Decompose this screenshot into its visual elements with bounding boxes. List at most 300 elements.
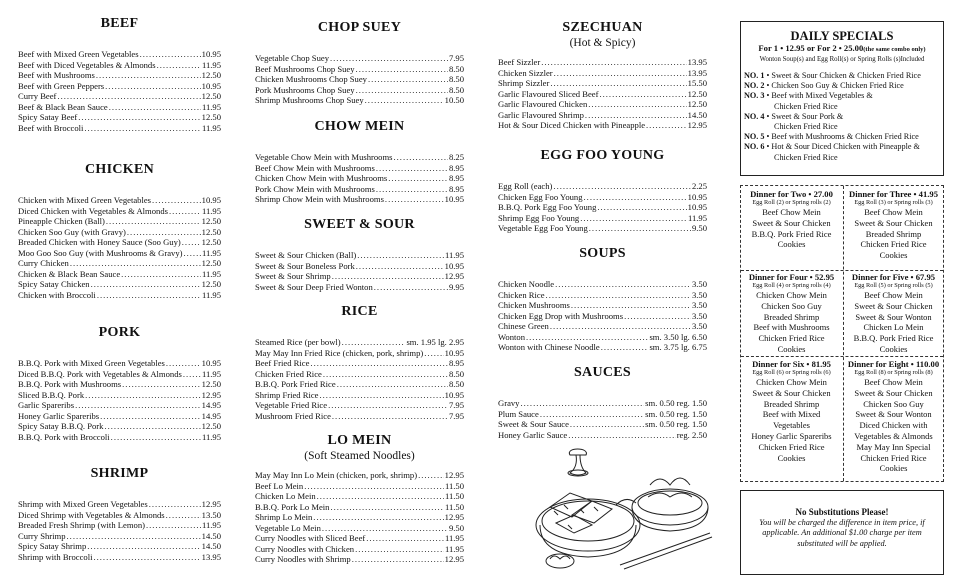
daily-special-number: NO. 5	[744, 132, 765, 142]
menu-item-price: 12.50	[201, 226, 221, 237]
dot-leader	[111, 432, 201, 443]
combo-item: Cookies	[879, 463, 908, 474]
menu-item	[18, 400, 221, 411]
menu-item-price: 11.95	[201, 520, 221, 530]
combo-item: Sweet & Sour Chicken	[854, 217, 933, 228]
menu-item-name: Chicken Sizzler	[498, 67, 553, 78]
menu-item-price: 9.95	[448, 281, 464, 292]
menu-item-name: Plum Sauce	[498, 408, 539, 419]
menu-item	[18, 216, 221, 227]
menu-item-price: 11.95	[201, 101, 221, 112]
menu-item-name: Chicken Soo Guy (with Gravy)	[18, 226, 126, 237]
dot-leader	[584, 192, 687, 203]
daily-special-item	[741, 142, 943, 152]
menu-item-price: 11.95	[201, 368, 221, 379]
daily-special-number: NO. 3	[744, 91, 765, 101]
no-substitutions-title: No Substitutions Please!	[795, 507, 889, 517]
dot-leader	[146, 520, 201, 531]
combo-item: Sweet & Sour Chicken	[854, 300, 933, 311]
dot-leader	[323, 369, 448, 380]
section-title: SAUCES	[573, 365, 632, 380]
menu-item	[498, 68, 707, 79]
menu-item-name: Beef Fried Rice	[255, 358, 310, 368]
menu-item-list	[255, 337, 464, 421]
combo-item: Breaded Shrimp	[865, 228, 922, 239]
combo-title: Dinner for Five • 67.95	[851, 272, 936, 282]
section-chicken	[18, 162, 221, 300]
menu-item-price: 10.95	[201, 358, 221, 368]
menu-item	[18, 279, 221, 290]
menu-item	[255, 184, 464, 195]
daily-specials-title: DAILY SPECIALS	[790, 29, 894, 43]
menu-item-price: 8.95	[448, 183, 464, 194]
dot-leader	[121, 269, 201, 280]
menu-item-name: Curry Noodles with Chicken	[255, 543, 355, 554]
dot-leader	[87, 541, 200, 552]
menu-item	[18, 195, 221, 206]
menu-item-price: 3.50	[691, 310, 707, 321]
dot-leader	[169, 206, 201, 217]
menu-item-price: 11.95	[444, 250, 464, 260]
menu-item	[18, 290, 221, 301]
combo-item: Cookies	[777, 239, 806, 250]
section-title: CHICKEN	[85, 162, 154, 177]
dot-leader	[157, 60, 201, 71]
menu-item-name: Vegetable Chop Suey	[255, 53, 329, 63]
daily-special-item	[741, 112, 943, 122]
combo-divider-horizontal	[741, 356, 943, 357]
menu-item-price: 3.50	[691, 300, 707, 310]
menu-item	[18, 358, 221, 369]
section-egg-foo-young	[498, 148, 707, 234]
combo-item: Cookies	[777, 452, 806, 463]
dot-leader	[540, 409, 644, 420]
daily-specials-box	[740, 21, 944, 176]
menu-item-price: 12.50	[201, 91, 221, 101]
dot-leader	[313, 512, 443, 523]
dot-leader	[580, 213, 687, 224]
dot-leader	[182, 237, 201, 248]
dot-leader	[374, 282, 448, 293]
combo-rolls: Egg Roll (8) or Spring rolls (8)	[854, 369, 933, 376]
combo-dinner	[843, 359, 944, 474]
section-lo-mein	[255, 433, 464, 565]
menu-item	[255, 152, 464, 163]
dot-leader	[588, 99, 686, 110]
menu-item	[498, 202, 707, 213]
dot-leader	[183, 248, 200, 259]
menu-item	[255, 85, 464, 96]
section-title: LO MEIN	[327, 433, 392, 448]
menu-item-price: 3.50	[691, 321, 707, 331]
daily-special-item	[741, 81, 943, 91]
menu-item-name: Chinese Green	[498, 321, 549, 331]
menu-item	[255, 64, 464, 75]
menu-item-price: 8.95	[448, 358, 464, 368]
menu-item-price: 10.95	[444, 194, 464, 204]
menu-item-price: 12.95	[444, 271, 464, 281]
daily-special-item	[741, 71, 943, 81]
menu-item-price: 14.50	[201, 541, 221, 551]
combo-rolls: Egg Roll (5) or Spring rolls (5)	[854, 282, 933, 289]
menu-item-price: 10.95	[201, 195, 221, 205]
combo-item: Beef Chow Mein	[864, 290, 923, 300]
menu-item-name: Sweet & Sour Deep Fried Wonton	[255, 281, 373, 292]
combo-item: Chicken Fried Rice	[758, 333, 825, 344]
menu-item	[255, 523, 464, 534]
menu-item-name: Wonton with Chinese Noodle	[498, 342, 600, 352]
menu-item	[255, 470, 464, 481]
menu-item-price: 10.95	[201, 80, 221, 91]
dot-leader	[166, 510, 201, 521]
combo-item: Chicken Chow Mein	[756, 290, 827, 300]
menu-item-name: Chicken & Black Bean Sauce	[18, 268, 121, 279]
menu-item-price: 12.50	[687, 99, 707, 109]
menu-item-price: 8.50	[448, 379, 464, 389]
menu-item	[18, 432, 221, 443]
menu-item	[498, 192, 707, 203]
menu-item-name: Shrimp Sizzler	[498, 78, 550, 88]
menu-item-name: B.B.Q. Pork Egg Foo Young	[498, 202, 597, 212]
combo-item: Beef Chow Mein	[864, 207, 923, 217]
menu-item-price: 10.95	[444, 260, 464, 271]
menu-item-name: Chicken Mushrooms Chop Suey	[255, 74, 367, 84]
section-title: BEEF	[100, 16, 139, 31]
menu-item-name: Chicken Fried Rice	[255, 368, 322, 379]
combo-title: Dinner for Four • 52.95	[748, 272, 835, 282]
menu-item-name: Chicken Mushrooms	[498, 300, 570, 310]
menu-item-price: 12.50	[687, 88, 707, 99]
combo-item: Beef with Mushrooms	[753, 322, 830, 333]
combo-item: Chicken Fried Rice	[758, 441, 825, 452]
menu-item-name: Beef with Mushrooms	[18, 70, 95, 80]
menu-item	[255, 379, 464, 390]
menu-item	[498, 181, 707, 192]
menu-item	[498, 110, 707, 121]
menu-item-price: 8.95	[448, 173, 464, 183]
section-beef	[18, 16, 221, 133]
menu-item	[255, 261, 464, 272]
combo-item: Beef with Mixed	[762, 409, 821, 420]
dot-leader	[376, 184, 448, 195]
dot-leader	[356, 85, 448, 96]
daily-special-text: • Hot & Sour Diced Chicken with Pineapple &	[766, 142, 920, 152]
combo-dinners-box	[740, 185, 944, 482]
combo-item: Vegetables & Almonds	[854, 430, 933, 441]
menu-item-price: 12.50	[201, 70, 221, 80]
combo-item: Sweet & Sour Wonton	[855, 311, 932, 322]
combo-item: Breaded Shrimp	[763, 398, 820, 409]
menu-item-name: Garlic Spareribs	[18, 400, 75, 410]
menu-item-price: 9.50	[448, 522, 464, 533]
menu-item	[255, 491, 464, 502]
menu-item	[18, 369, 221, 380]
dot-leader	[546, 290, 691, 301]
menu-item	[255, 481, 464, 492]
combo-rolls: Egg Roll (6) or Spring rolls (6)	[752, 369, 831, 376]
menu-item-name: Chicken Noodle	[498, 279, 555, 289]
dot-leader	[75, 400, 201, 411]
menu-item-name: Chicken Lo Mein	[255, 491, 316, 501]
combo-dinner	[843, 189, 944, 261]
dot-leader	[84, 123, 201, 134]
menu-item-name: Curry Chicken	[18, 258, 69, 268]
section-shrimp	[18, 466, 221, 562]
menu-item-price: 12.50	[201, 216, 221, 226]
menu-item-price: 8.25	[448, 152, 464, 162]
daily-special-text: • Sweet & Sour Chicken & Chicken Fried Rice	[766, 71, 921, 80]
menu-item-price: 12.50	[201, 237, 221, 247]
menu-item-price: 14.95	[201, 410, 221, 421]
menu-item	[498, 342, 707, 353]
section-title: CHOP SUEY	[317, 20, 402, 35]
menu-item-name: Garlic Flavoured Sliced Beef	[498, 88, 599, 99]
menu-item-price: sm. 0.50 reg. 1.50	[645, 419, 707, 429]
dot-leader	[322, 523, 448, 534]
menu-item-name: Shrimp with Broccoli	[18, 551, 93, 562]
dot-leader	[366, 533, 444, 544]
menu-item-price: 7.95	[448, 410, 464, 421]
dot-leader	[96, 70, 201, 81]
dim-sum-illustration	[520, 445, 720, 575]
menu-item-price: 2.25	[691, 181, 707, 191]
menu-item-name: Shrimp Lo Mein	[255, 512, 313, 522]
section-title: RICE	[341, 304, 378, 319]
menu-item-price: 14.50	[687, 109, 707, 120]
menu-item-name: Vegetable Lo Mein	[255, 522, 321, 533]
menu-item-name: Beef & Black Bean Sauce	[18, 101, 108, 112]
combo-item: May May Inn Special	[856, 441, 931, 452]
menu-item-name: Breaded Fresh Shrimp (with Lemon)	[18, 520, 145, 530]
menu-item-price: sm. 3.75 lg. 6.75	[649, 342, 707, 352]
menu-item	[498, 120, 707, 131]
menu-item-name: Pineapple Chicken (Ball)	[18, 216, 105, 226]
menu-item-name: Spicy Satay B.B.Q. Pork	[18, 421, 104, 431]
menu-item	[18, 531, 221, 542]
dot-leader	[356, 261, 444, 272]
section-subtitle: (Hot & Spicy)	[569, 37, 636, 49]
daily-special-item	[741, 132, 943, 142]
menu-item	[498, 290, 707, 301]
menu-item-name: Curry Beef	[18, 91, 57, 101]
combo-item: Chicken Fried Rice	[860, 239, 927, 250]
combo-item: Honey Garlic Spareribs	[751, 430, 832, 441]
menu-item-price: 11.95	[201, 205, 221, 216]
combo-dinner	[741, 272, 842, 355]
menu-item-name: B.B.Q. Pork with Mixed Green Vegetables	[18, 358, 165, 368]
menu-item	[498, 300, 707, 311]
section-title: EGG FOO YOUNG	[540, 148, 665, 163]
menu-item-name: Curry Shrimp	[18, 530, 66, 541]
menu-item-price: sm. 0.50 reg. 1.50	[645, 398, 707, 408]
menu-item-name: Garlic Flavoured Shrimp	[498, 109, 584, 120]
menu-item	[18, 237, 221, 248]
menu-item	[255, 173, 464, 184]
dot-leader	[70, 258, 201, 269]
combo-dinner	[741, 189, 842, 250]
dot-leader	[127, 227, 201, 238]
menu-item	[255, 502, 464, 513]
menu-item-price: 11.95	[687, 212, 707, 223]
combo-item: Chicken Soo Guy	[863, 398, 924, 409]
menu-item	[18, 248, 221, 259]
combo-item: Chicken Fried Rice	[860, 452, 927, 463]
menu-item	[255, 53, 464, 64]
menu-item-name: Beef Lo Mein	[255, 480, 304, 491]
menu-item-name: Honey Garlic Sauce	[498, 429, 568, 440]
menu-item-price: 11.95	[201, 289, 221, 300]
dot-leader	[332, 271, 444, 282]
dot-leader	[85, 390, 201, 401]
menu-item-name: Chicken Egg Drop with Mushrooms	[498, 310, 624, 321]
menu-item-list	[498, 279, 707, 353]
combo-rolls: Egg Roll (2) or Spring rolls (2)	[752, 199, 831, 206]
menu-item-name: Pork Chow Mein with Mushrooms	[255, 183, 375, 194]
menu-item-list	[18, 195, 221, 300]
dot-leader	[385, 194, 444, 205]
menu-item-name: Pork Mushrooms Chop Suey	[255, 84, 355, 95]
menu-item	[18, 499, 221, 510]
dot-leader	[394, 152, 448, 163]
menu-item-price: 11.95	[444, 543, 464, 554]
menu-item-price: sm. 0.50 reg. 1.50	[645, 408, 707, 419]
menu-item	[18, 411, 221, 422]
menu-item-price: 11.95	[201, 247, 221, 258]
section-rice	[255, 304, 464, 421]
menu-item	[18, 258, 221, 269]
menu-item	[255, 74, 464, 85]
menu-item-list	[255, 470, 464, 565]
menu-item-price: 11.50	[444, 480, 464, 491]
menu-item-price: 10.95	[687, 202, 707, 212]
menu-item-name: Hot & Sour Diced Chicken with Pineapple	[498, 120, 646, 130]
section-title: SZECHUAN	[562, 20, 643, 35]
menu-item-list	[255, 53, 464, 106]
menu-item-price: 11.95	[444, 533, 464, 543]
dot-leader	[520, 398, 644, 409]
dot-leader	[91, 279, 201, 290]
menu-item-name: Beef with Mixed Green Vegetables	[18, 49, 139, 59]
menu-item-price: 10.50	[444, 95, 464, 105]
combo-item: Sweet & Sour Chicken	[752, 387, 831, 398]
daily-specials-list	[741, 71, 943, 163]
daily-special-text: • Sweet & Sour Pork &	[766, 111, 844, 121]
menu-item-price: 13.95	[201, 551, 221, 562]
menu-item-price: 11.50	[444, 501, 464, 512]
daily-special-continuation: Chicken Fried Rice	[774, 152, 838, 162]
menu-item-price: 7.95	[448, 400, 464, 410]
menu-item-list	[498, 57, 707, 131]
daily-special-text: • Beef with Mushrooms & Chicken Fried Rice	[766, 132, 919, 142]
menu-item-price: 8.50	[448, 63, 464, 74]
combo-item: Sweet & Sour Wonton	[855, 409, 932, 420]
menu-item-price: 10.95	[444, 347, 464, 358]
menu-item	[498, 311, 707, 322]
menu-item	[255, 271, 464, 282]
menu-item-price: 12.50	[201, 258, 221, 268]
combo-item: B.B.Q. Pork Fried Rice	[853, 333, 934, 344]
menu-item-price: 12.95	[201, 389, 221, 400]
menu-item-name: Diced Shrimp with Vegetables & Almonds	[18, 509, 165, 520]
menu-item-price: 12.50	[201, 279, 221, 289]
menu-item	[18, 520, 221, 531]
menu-item-price: 8.50	[448, 84, 464, 95]
dot-leader	[553, 181, 691, 192]
menu-item-price: 11.95	[201, 59, 221, 70]
menu-item-name: Diced B.B.Q. Pork with Vegetables & Almonds	[18, 368, 182, 379]
combo-rolls: Egg Roll (4) or Spring rolls (4)	[752, 282, 831, 289]
dot-leader	[352, 554, 444, 565]
menu-item-name: Shrimp with Mixed Green Vegetables	[18, 499, 148, 509]
daily-special-number: NO. 4	[744, 111, 765, 121]
daily-specials-pricing	[741, 43, 943, 55]
menu-item-name: B.B.Q. Pork with Broccoli	[18, 431, 110, 442]
menu-item-price: 11.50	[444, 491, 464, 501]
menu-item-name: Beef with Broccoli	[18, 122, 84, 133]
combo-title: Dinner for Eight • 110.00	[847, 359, 940, 369]
section-subtitle: (Soft Steamed Noodles)	[304, 450, 415, 462]
dot-leader	[67, 531, 201, 542]
menu-item-price: 13.95	[687, 67, 707, 78]
daily-special-item	[741, 91, 943, 101]
dot-leader	[624, 311, 691, 322]
menu-item-name: Vegetable Egg Foo Young	[498, 223, 588, 233]
combo-item: Sweet & Sour Chicken	[752, 217, 831, 228]
dot-leader	[149, 499, 201, 510]
menu-item	[18, 421, 221, 432]
menu-item	[18, 60, 221, 71]
menu-item-price: 14.50	[201, 530, 221, 541]
menu-item	[498, 89, 707, 100]
daily-special-continuation: Chicken Fried Rice	[774, 101, 838, 111]
daily-special-number: NO. 1	[744, 71, 765, 80]
menu-item-name: Beef Mushrooms Chop Suey	[255, 63, 355, 74]
menu-item	[498, 430, 707, 441]
dot-leader	[317, 491, 444, 502]
menu-item-price: 13.50	[201, 509, 221, 520]
combo-title: Dinner for Two • 27.00	[750, 189, 833, 199]
dot-leader	[601, 342, 649, 353]
section-szechuan	[498, 20, 707, 131]
menu-item-name: Chicken with Broccoli	[18, 289, 96, 300]
no-substitutions-text: You will be charged the difference in item price, if applicable. An additional $1.00 charge per item substituted will be applied.	[759, 518, 925, 548]
combo-dinner	[843, 272, 944, 355]
menu-item-name: Spicy Satay Shrimp	[18, 541, 87, 551]
menu-item-name: Beef with Diced Vegetables & Almonds	[18, 59, 156, 70]
dot-leader	[122, 379, 201, 390]
menu-item	[18, 379, 221, 390]
menu-item	[498, 409, 707, 420]
menu-item	[255, 194, 464, 205]
combo-item: Diced Chicken with	[859, 420, 928, 431]
section-sweet-sour	[255, 217, 464, 292]
dot-leader	[571, 300, 691, 311]
menu-item	[18, 81, 221, 92]
menu-item-name: Egg Roll (each)	[498, 181, 553, 191]
menu-item-price: 11.95	[201, 122, 221, 133]
menu-item-price: 10.95	[201, 49, 221, 59]
menu-item	[18, 112, 221, 123]
menu-item-name: Sweet & Sour Chicken (Ball)	[255, 250, 357, 260]
menu-item-name: Sweet & Sour Sauce	[498, 419, 569, 429]
combo-item: Vegetables	[773, 420, 810, 431]
menu-item	[18, 70, 221, 81]
menu-item	[498, 57, 707, 68]
section-chow-mein	[255, 119, 464, 205]
daily-special-continuation: Chicken Fried Rice	[774, 122, 838, 132]
menu-item-price: sm. 1.95 lg. 2.95	[406, 337, 464, 347]
section-pork	[18, 325, 221, 442]
